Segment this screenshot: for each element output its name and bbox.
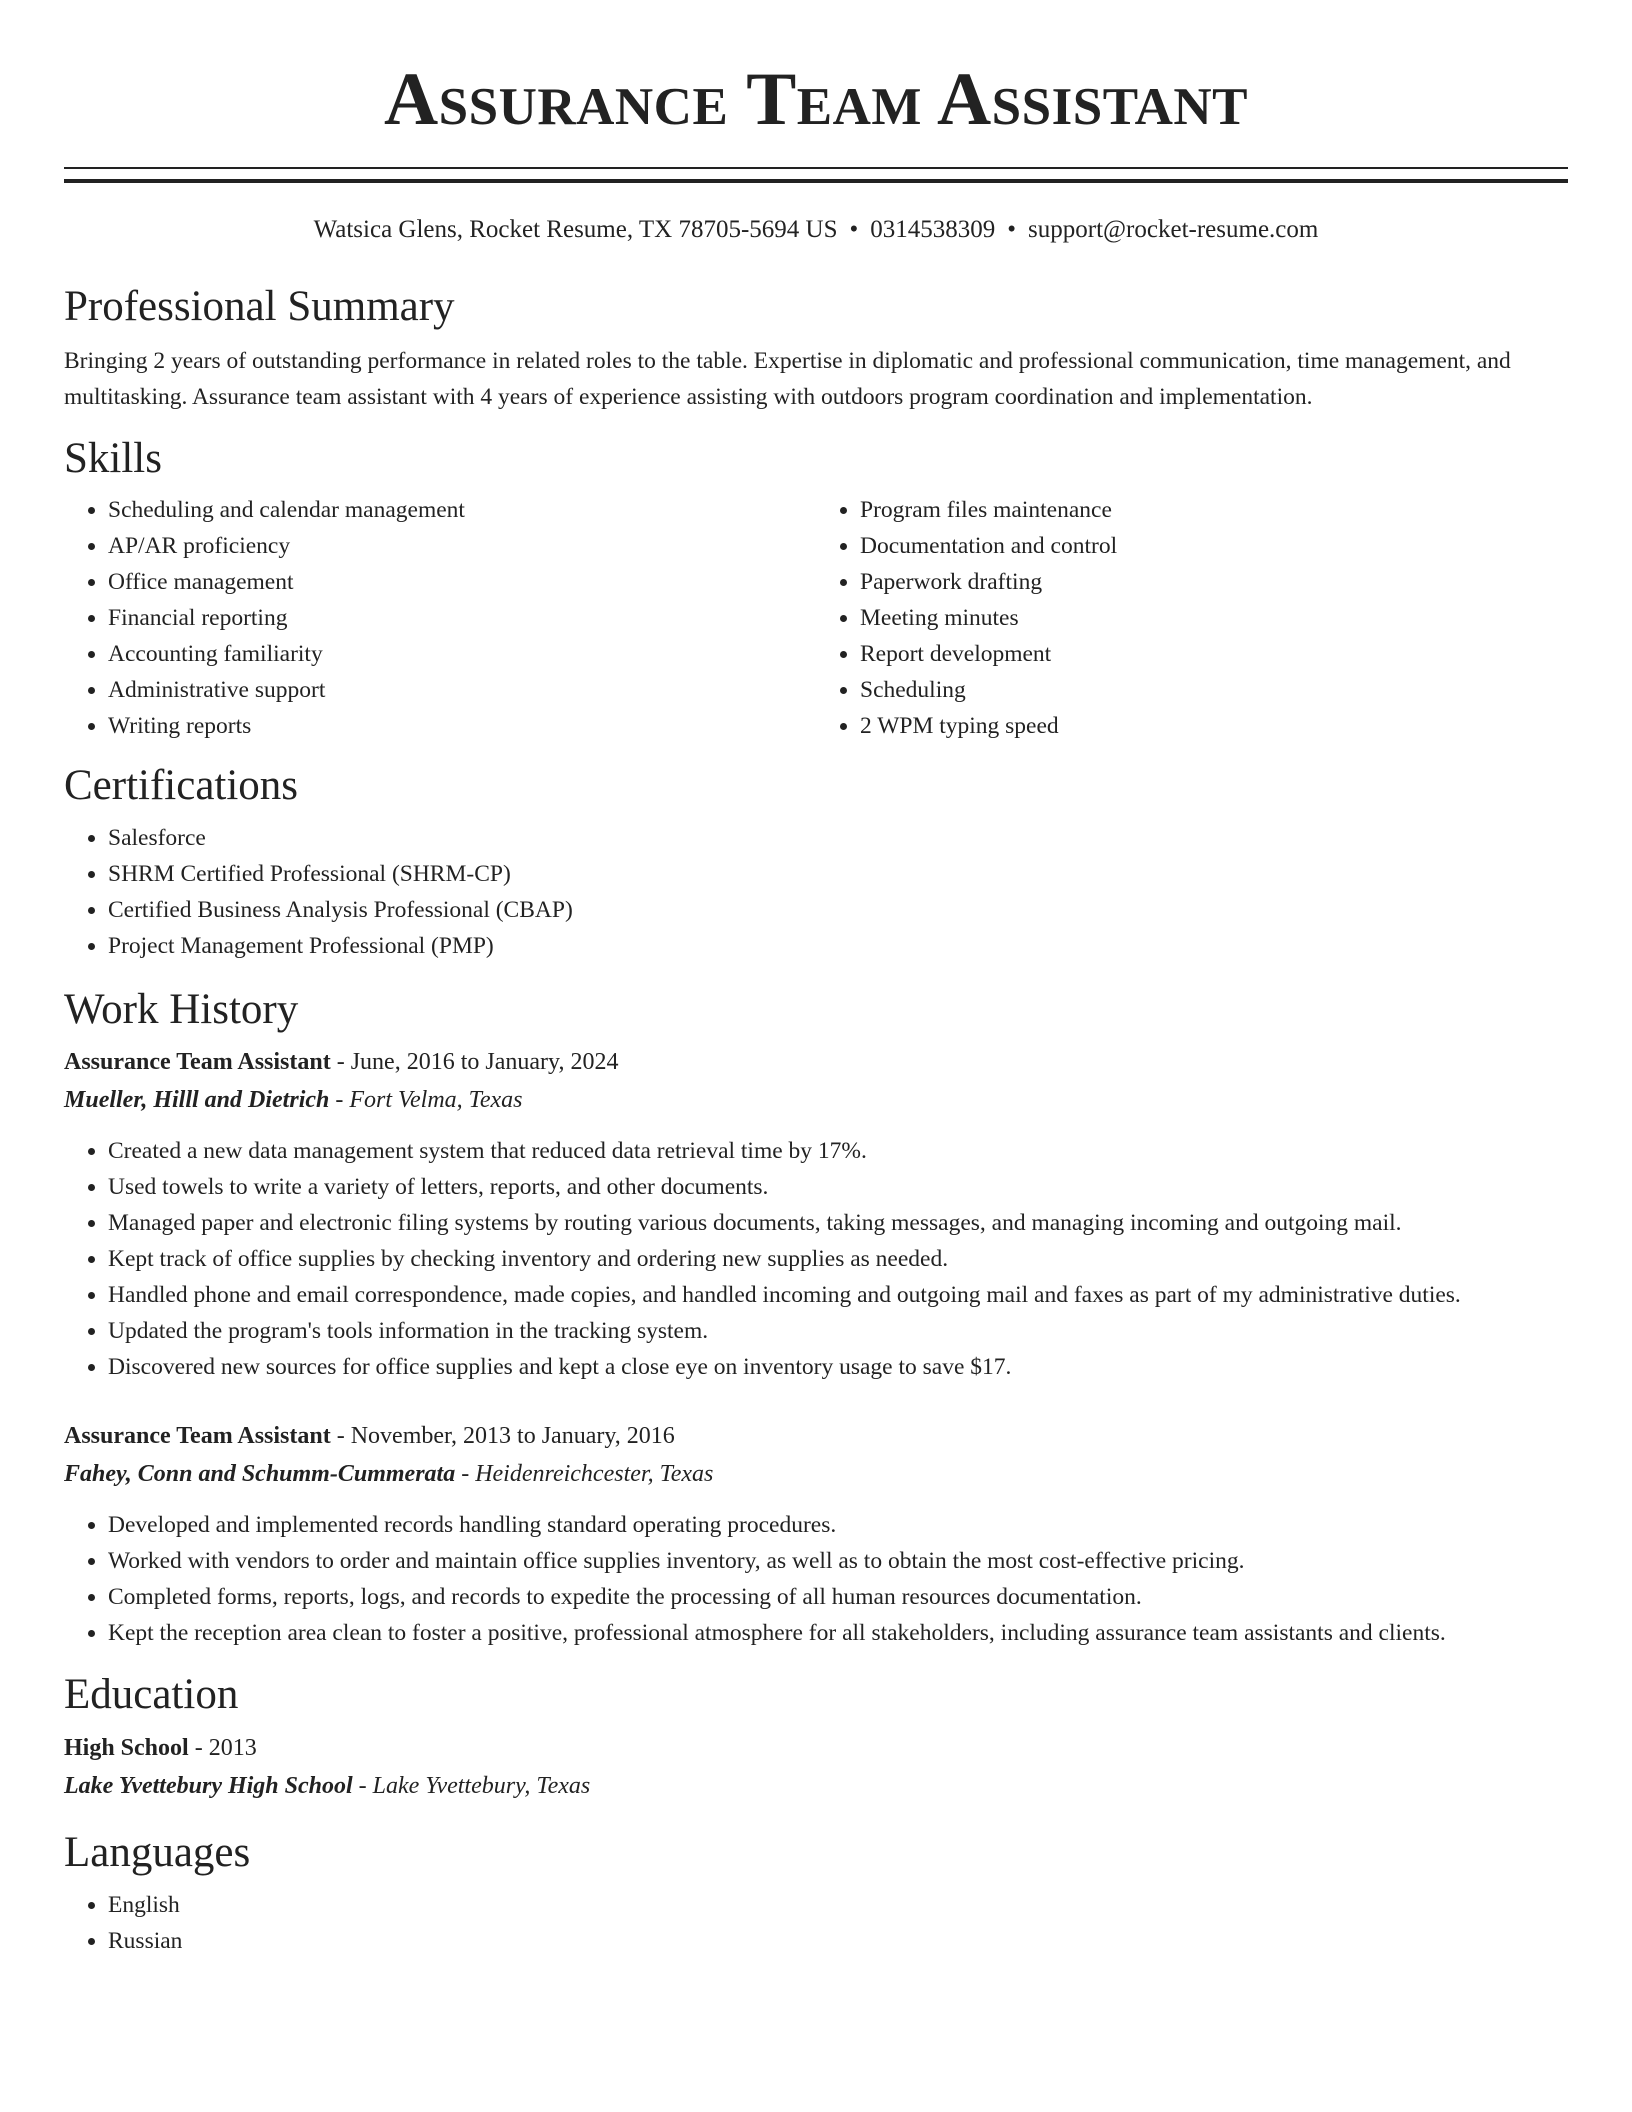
education-location: - Lake Yvettebury, Texas [352,1772,591,1799]
contact-separator: • [1007,216,1017,243]
job-bullets [64,1507,1568,1651]
skill-item: • Office management [108,564,816,600]
header-divider [64,167,1568,183]
skill-item: • AP/AR proficiency [108,528,816,564]
job-entry [64,1417,1568,1651]
contact-email: support@rocket-resume.com [1028,216,1319,243]
job-bullets [64,1133,1568,1385]
summary-text: Bringing 2 years of outstanding performance in related roles to the table. Expertise in diplomatic and professional communication, time management, and multitasking. Assurance team assistant with 4 years of experience assisting with outdoors program coordination and implementation. [64,347,1511,410]
job-company: Mueller, Hilll and Dietrich [64,1087,330,1114]
job-bullet: • Developed and implemented records handling standard operating procedures. [108,1507,1568,1543]
job-bullet: • Kept track of office supplies by checking inventory and ordering new supplies as needed. [108,1241,1568,1277]
education-year: - 2013 [188,1734,257,1761]
contact-line [64,215,1568,245]
job-dates: - November, 2013 to January, 2016 [330,1423,675,1450]
job-bullet: • Managed paper and electronic filing systems by routing various documents, taking messages, and managing incoming and outgoing mail. [108,1205,1568,1241]
education-school: Lake Yvettebury High School [64,1772,353,1799]
skill-item: • Scheduling [860,672,1568,708]
job-bullet: • Created a new data management system that reduced data retrieval time by 17%. [108,1133,1568,1169]
job-bullet: • Kept the reception area clean to foster a positive, professional atmosphere for all stakeholders, including assurance team assistants and clients. [108,1615,1568,1651]
job-bullet: • Used towels to write a variety of letters, reports, and other documents. [108,1169,1568,1205]
education-degree-line [64,1729,1568,1767]
skill-item: • 2 WPM typing speed [860,708,1568,744]
job-bullet: • Worked with vendors to order and maintain office supplies inventory, as well as to obtain the most cost-effective pricing. [108,1543,1568,1579]
job-company-line [64,1081,1568,1119]
job-title-line [64,1043,1568,1081]
skill-item: • Writing reports [108,708,816,744]
education-entry [64,1729,1568,1805]
language-item: • English [108,1887,1568,1923]
contact-address: Watsica Glens, Rocket Resume, TX 78705-5694 US [313,216,838,243]
education-school-line [64,1767,1568,1805]
languages-list [64,1887,1568,1959]
candidate-name: Assurance Team Assistant [383,58,1249,141]
job-bullet: • Handled phone and email correspondence, made copies, and handled incoming and outgoing mail and faxes as part of my administrative duties. [108,1277,1568,1313]
skills-column-left [64,492,816,744]
certification-item: • Salesforce [108,820,1568,856]
job-location: - Heidenreichcester, Texas [455,1461,714,1488]
section-title-skills: Skills [64,434,162,482]
section-title-languages: Languages [64,1828,251,1876]
skill-item: • Financial reporting [108,600,816,636]
job-entry [64,1043,1568,1385]
job-title-line [64,1417,1568,1455]
skill-item: • Paperwork drafting [860,564,1568,600]
skills-list [64,492,1568,744]
section-title-certifications: Certifications [64,762,299,810]
contact-separator: • [849,216,859,243]
job-location: - Fort Velma, Texas [329,1087,523,1114]
skill-item: • Scheduling and calendar management [108,492,816,528]
job-company: Fahey, Conn and Schumm-Cummerata [64,1461,456,1488]
section-title-work-history: Work History [64,985,299,1033]
section-title-education: Education [64,1671,239,1719]
section-title-summary: Professional Summary [64,283,455,330]
certification-item: • SHRM Certified Professional (SHRM-CP) [108,856,1568,892]
skills-column-right [816,492,1568,744]
skill-item: • Accounting familiarity [108,636,816,672]
job-role: Assurance Team Assistant [64,1049,331,1076]
job-dates: - June, 2016 to January, 2024 [330,1049,619,1076]
job-role: Assurance Team Assistant [64,1423,331,1450]
job-bullet: • Completed forms, reports, logs, and records to expedite the processing of all human resources documentation. [108,1579,1568,1615]
skill-item: • Administrative support [108,672,816,708]
certification-item: • Certified Business Analysis Professional (CBAP) [108,892,1568,928]
skill-item: • Report development [860,636,1568,672]
skill-item: • Program files maintenance [860,492,1568,528]
certification-item: • Project Management Professional (PMP) [108,928,1568,964]
job-bullet: • Updated the program's tools information in the tracking system. [108,1313,1568,1349]
job-company-line [64,1455,1568,1493]
certifications-list [64,820,1568,964]
language-item: • Russian [108,1923,1568,1959]
skill-item: • Documentation and control [860,528,1568,564]
contact-phone: 0314538309 [870,216,996,243]
skill-item: • Meeting minutes [860,600,1568,636]
job-bullet: • Discovered new sources for office supplies and kept a close eye on inventory usage to save $17. [108,1349,1568,1385]
education-degree: High School [64,1734,189,1761]
